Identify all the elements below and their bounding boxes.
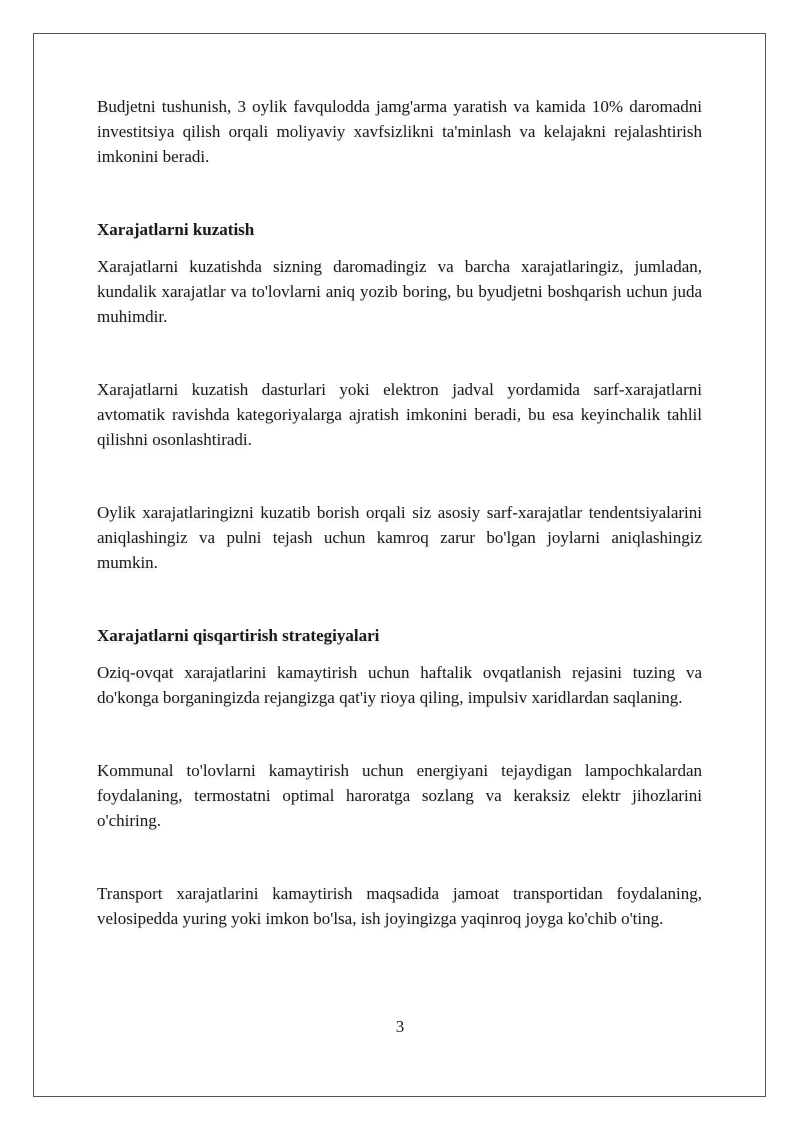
body-paragraph: Xarajatlarni kuzatish dasturlari yoki elektron jadval yordamida sarf-xarajatlarni avtomatik ravishda kategoriyalarga ajratish imkonini beradi, bu esa keyinchalik tahlil qilishni osonlashtiradi. xyxy=(97,380,702,449)
section-heading: Xarajatlarni kuzatish xyxy=(97,220,255,239)
section-heading: Xarajatlarni qisqartirish strategiyalari xyxy=(97,626,380,645)
document-body xyxy=(97,94,702,931)
body-paragraph: Xarajatlarni kuzatishda sizning daromadingiz va barcha xarajatlaringiz, jumladan, kundalik xarajatlar va to'lovlarni aniq yozib boring, bu byudjetni boshqarish uchun juda muhimdir. xyxy=(97,257,702,326)
section-expense-tracking xyxy=(97,217,702,575)
body-paragraph: Oylik xarajatlaringizni kuzatib borish orqali siz asosiy sarf-xarajatlar tendentsiyalarini aniqlashingiz va pulni tejash uchun kamroq zarur bo'lgan joylarni aniqlashingiz mumkin. xyxy=(97,503,702,572)
page-number: 3 xyxy=(395,1017,405,1036)
body-paragraph: Transport xarajatlarini kamaytirish maqsadida jamoat transportidan foydalaning, velosipedda yuring yoki imkon bo'lsa, ish joyingizga yaqinroq joyga ko'chib o'ting. xyxy=(97,884,702,928)
body-paragraph: Kommunal to'lovlarni kamaytirish uchun energiyani tejaydigan lampochkalardan foydalaning, termostatni optimal haroratga sozlang va keraksiz elektr jihozlarini o'chiring. xyxy=(97,761,702,830)
section-cost-reduction xyxy=(97,623,702,931)
body-paragraph: Oziq-ovqat xarajatlarini kamaytirish uchun haftalik ovqatlanish rejasini tuzing va do'konga borganingizda rejangizga qat'iy rioya qiling, impulsiv xaridlardan saqlaning. xyxy=(97,663,702,707)
intro-paragraph: Budjetni tushunish, 3 oylik favqulodda jamg'arma yaratish va kamida 10% daromadni investitsiya qilish orqali moliyaviy xavfsizlikni ta'minlash va kelajakni rejalashtirish imkonini beradi. xyxy=(97,97,702,166)
